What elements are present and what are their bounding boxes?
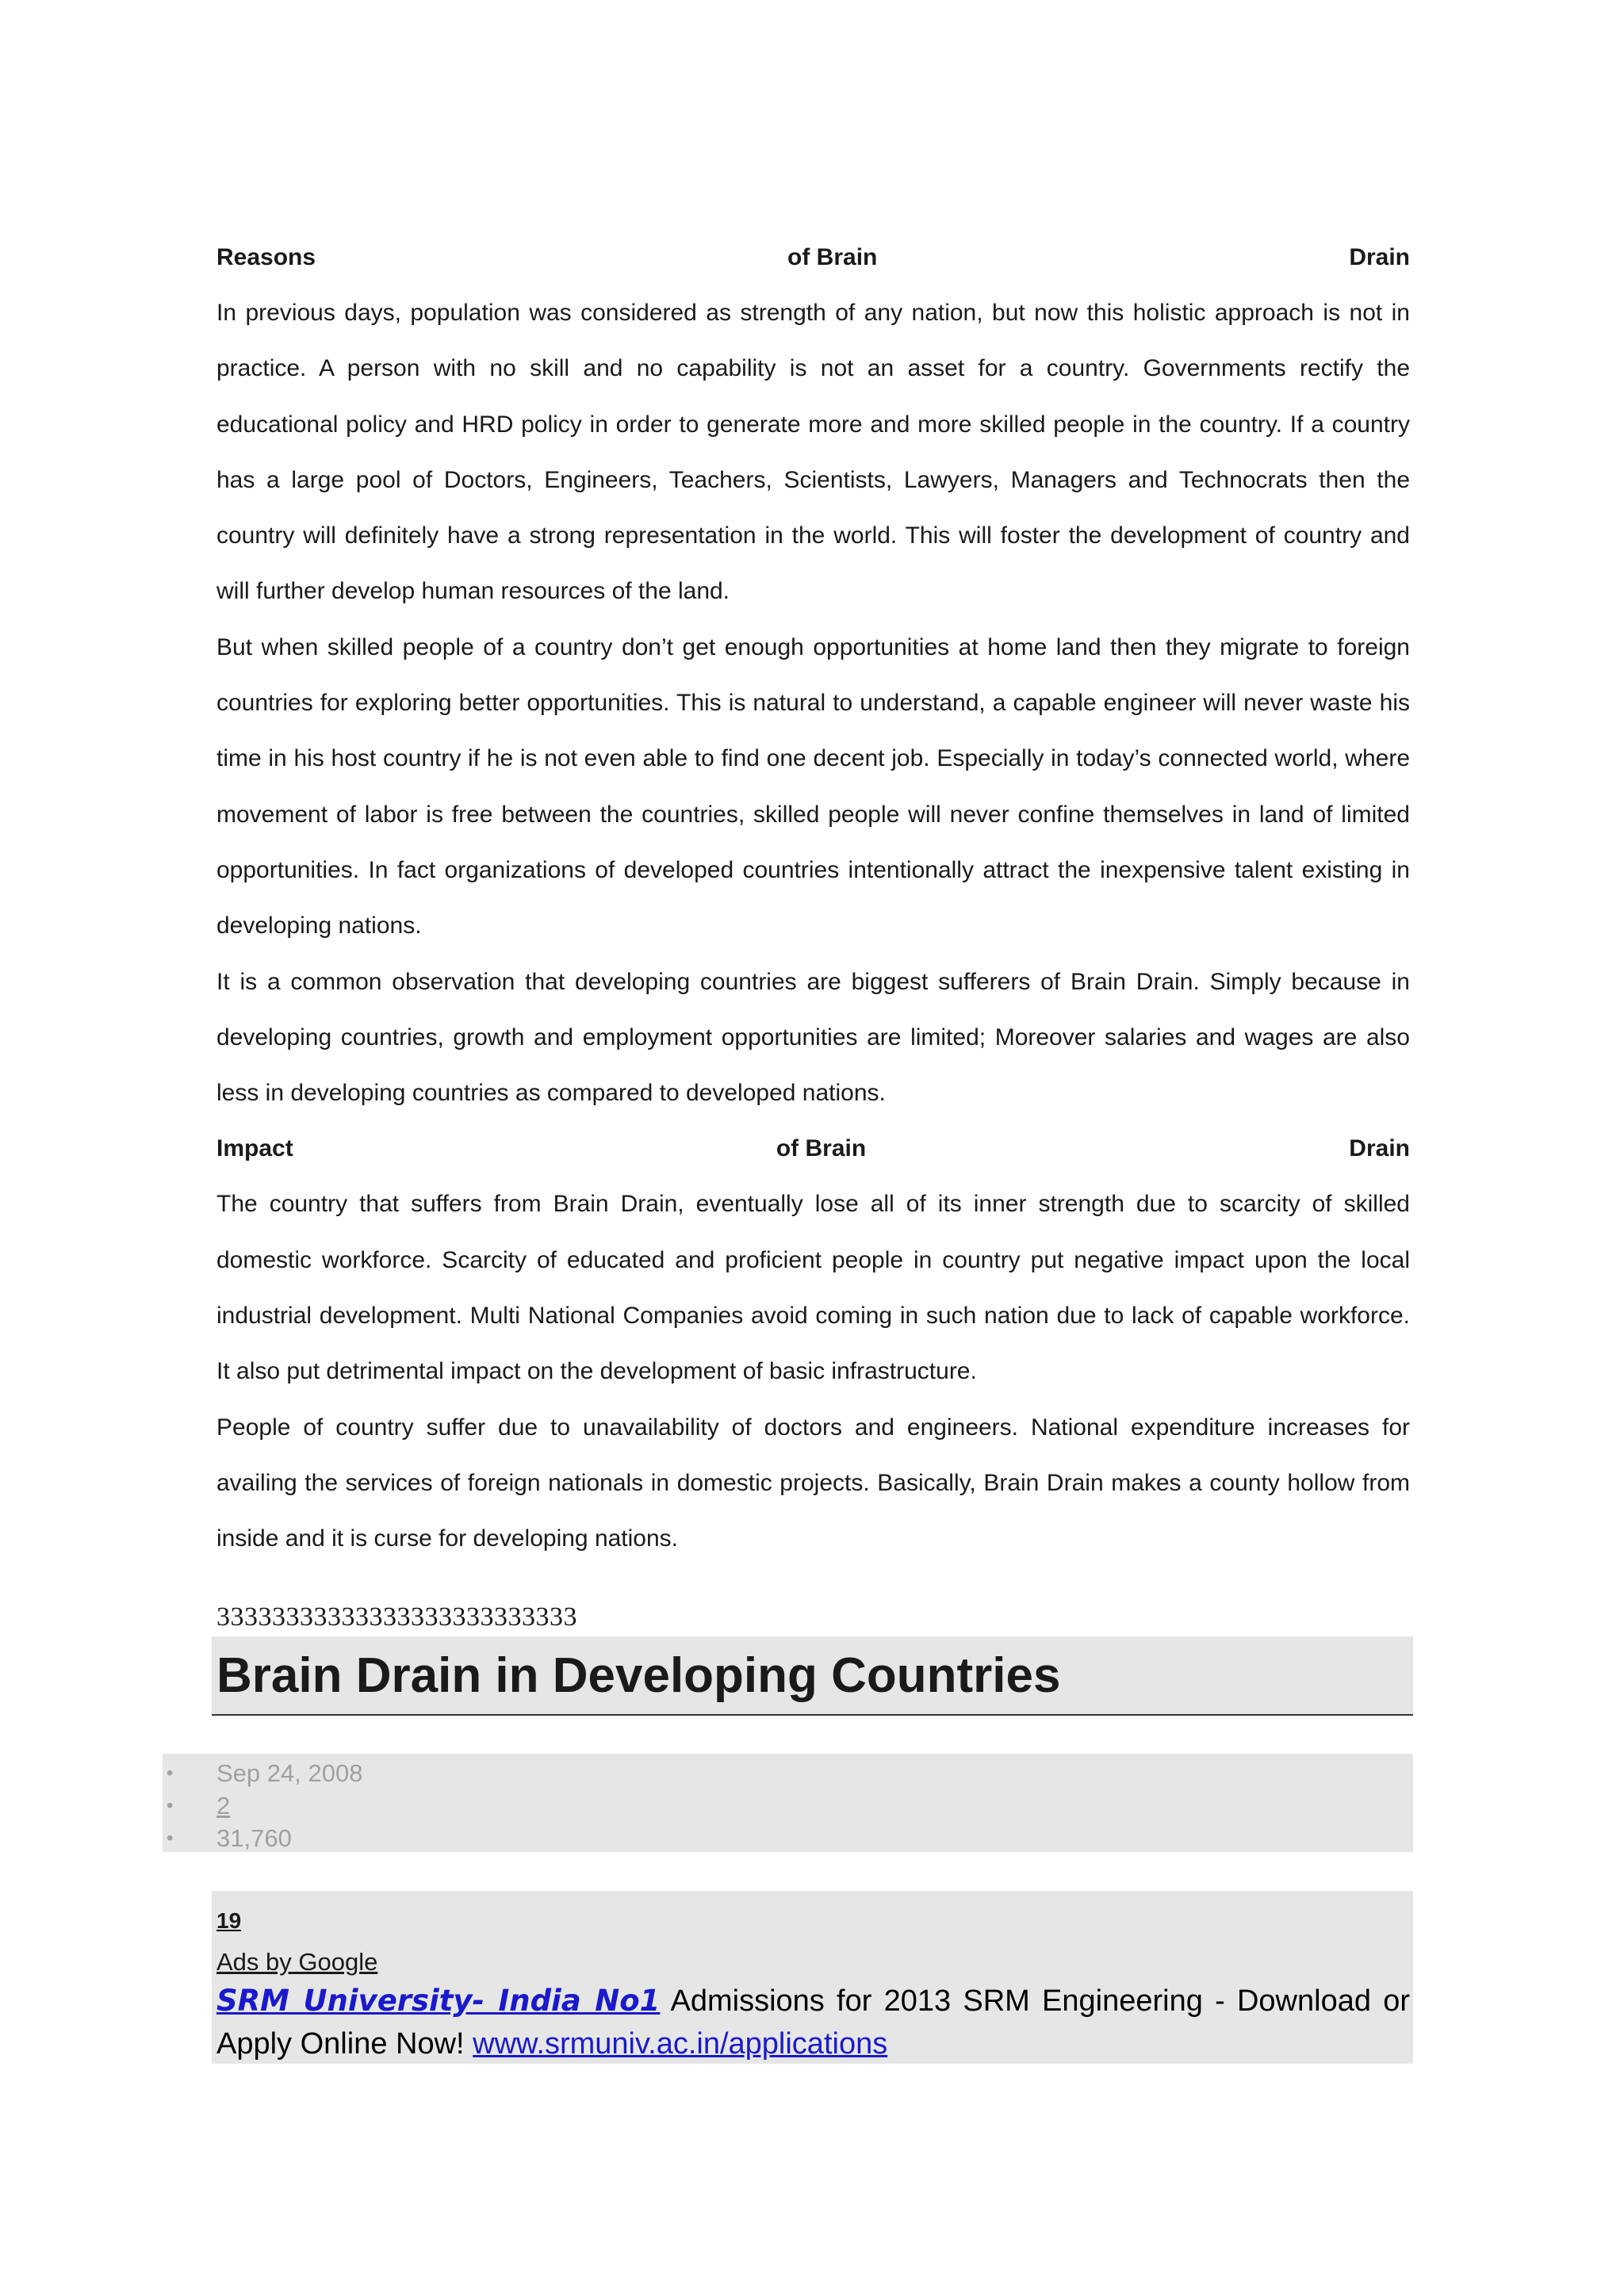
article-meta xyxy=(163,1754,1413,1852)
article-header xyxy=(212,1636,1413,1716)
document-body xyxy=(216,230,1410,1567)
ads-by-google-link[interactable]: Ads by Google xyxy=(216,1948,378,1976)
meta-views: 31,760 xyxy=(216,1824,292,1852)
ad-title-link[interactable]: SRM University- India No1 xyxy=(216,1984,661,2018)
heading-word: Drain xyxy=(1349,1135,1410,1162)
bullet-icon: • xyxy=(167,1762,174,1784)
section-heading-impact xyxy=(216,1121,1410,1177)
article-title: Brain Drain in Developing Countries xyxy=(216,1648,1061,1703)
ad-text: Admissions for 2013 SRM Engineering - Download or Apply Online Now! xyxy=(216,1984,1410,2061)
heading-word: of Brain xyxy=(776,1135,867,1162)
bullet-icon: • xyxy=(167,1827,174,1849)
meta-comments-link[interactable]: 2 xyxy=(216,1792,231,1820)
heading-word: of Brain xyxy=(787,244,878,270)
ads-panel xyxy=(212,1891,1413,2064)
paragraph: In previous days, population was considered as strength of any nation, but now this holistic approach is not in practice. A person with no skill and no capability is not an asset for a country. Governments rectify the educational policy and HRD policy in order to generate more and more skilled people in the country. If a country has a large pool of Doctors, Engineers, Teachers, Scientists, Lawyers, Managers and Technocrats then the country will definitely have a strong representation in the world. This will foster the development of country and will further develop human resources of the land. xyxy=(216,300,1410,605)
meta-date: Sep 24, 2008 xyxy=(216,1759,363,1787)
paragraph: It is a common observation that developing countries are biggest sufferers of Brain Drain. Simply because in developing countries, growth and employment opportunities are limited; Moreover salaries and wages are also less in developing countries as compared to developed nations. xyxy=(216,968,1410,1107)
heading-word: Drain xyxy=(1349,244,1410,270)
ad-url-link[interactable]: www.srmuniv.ac.in/applications xyxy=(473,2027,888,2061)
paragraph: People of country suffer due to unavailability of doctors and engineers. National expenditure increases for availing the services of foreign nationals in domestic projects. Basically, Brain Drain makes a county hollow from inside and it is curse for developing nations. xyxy=(216,1414,1410,1552)
heading-word: Reasons xyxy=(216,244,316,270)
digit-string: 33333333333333333333333333 xyxy=(216,1602,577,1632)
section-heading-reasons xyxy=(216,230,1410,285)
paragraph: The country that suffers from Brain Drain, eventually lose all of its inner strength due to scarcity of skilled domestic workforce. Scarcity of educated and proficient people in country put negative impact upon the local industrial development. Multi National Companies avoid coming in such nation due to lack of capable workforce. It also put detrimental impact on the development of basic infrastructure. xyxy=(216,1191,1410,1385)
bullet-icon: • xyxy=(167,1795,174,1816)
ad-count-link[interactable]: 19 xyxy=(216,1908,242,1933)
ad-body xyxy=(216,1980,1410,2065)
heading-word: Impact xyxy=(216,1135,293,1162)
paragraph: But when skilled people of a country don’t get enough opportunities at home land then they migrate to foreign countries for exploring better opportunities. This is natural to understand, a capable engineer will never waste his time in his host country if he is not even able to find one decent job. Especially in today’s connected world, where movement of labor is free between the countries, skilled people will never confine themselves in land of limited opportunities. In fact organizations of developed countries intentionally attract the inexpensive talent existing in developing nations. xyxy=(216,633,1410,939)
